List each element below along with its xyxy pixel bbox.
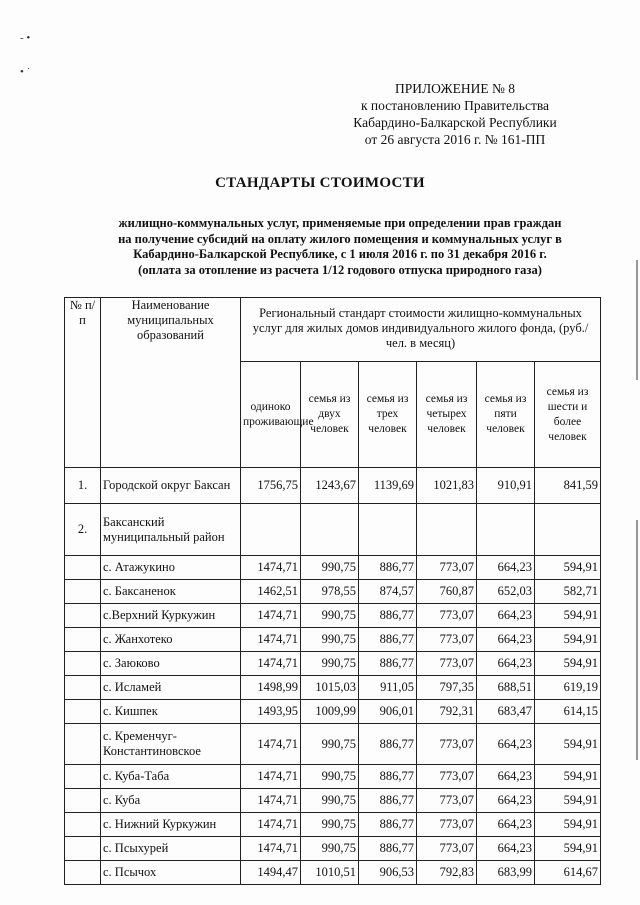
standard-value: 886,77: [359, 765, 417, 789]
table-row: [65, 765, 601, 789]
standard-value: 1493,95: [241, 700, 301, 724]
document-subtitle: [75, 216, 605, 278]
standard-value: 886,77: [359, 789, 417, 813]
standard-value: [359, 504, 417, 556]
column-header-group: Региональный стандарт стоимости жилищно-коммунальных услуг для жилых домов индивидуального жилого фонда, (руб./чел. в месяц): [241, 298, 601, 362]
row-number: [65, 813, 101, 837]
row-number: [65, 837, 101, 861]
standard-value: 664,23: [477, 628, 535, 652]
standard-value: 990,75: [301, 652, 359, 676]
standard-value: 990,75: [301, 724, 359, 765]
standard-value: 1474,71: [241, 789, 301, 813]
municipality-name: с. Куба: [101, 789, 241, 813]
standard-value: 792,31: [417, 700, 477, 724]
row-number: [65, 676, 101, 700]
standard-value: 664,23: [477, 604, 535, 628]
standard-value: 594,91: [535, 556, 601, 580]
standard-value: 664,23: [477, 765, 535, 789]
standard-value: 886,77: [359, 604, 417, 628]
standard-value: 664,23: [477, 789, 535, 813]
standard-value: 1010,51: [301, 861, 359, 885]
standard-value: 773,07: [417, 556, 477, 580]
table-row: [65, 504, 601, 556]
standard-value: 1756,75: [241, 468, 301, 504]
standard-value: [535, 504, 601, 556]
scan-speck-bottom: • ˙: [20, 66, 31, 78]
column-header-name: Наименование муниципальных образований: [101, 298, 241, 468]
standard-value: 792,83: [417, 861, 477, 885]
standard-value: 773,07: [417, 765, 477, 789]
table-row: [65, 652, 601, 676]
appendix-republic: Кабардино-Балкарской Республики: [353, 115, 557, 130]
standard-value: 619,19: [535, 676, 601, 700]
subtitle-line: на получение субсидий на оплату жилого помещения и коммунальных услуг в: [118, 231, 562, 246]
standard-value: 841,59: [535, 468, 601, 504]
standard-value: 1474,71: [241, 652, 301, 676]
standard-value: 1021,83: [417, 468, 477, 504]
standard-value: 990,75: [301, 789, 359, 813]
standard-value: 1009,99: [301, 700, 359, 724]
municipality-name: с. Куба-Таба: [101, 765, 241, 789]
subheader-single: одиноко проживающие: [241, 362, 301, 468]
appendix-date: от 26 августа 2016 г. № 161-ПП: [364, 132, 546, 147]
subtitle-line: (оплата за отопление из расчета 1/12 годового отпуска природного газа): [138, 262, 542, 277]
row-number: [65, 861, 101, 885]
standard-value: 594,91: [535, 724, 601, 765]
standard-value: 886,77: [359, 652, 417, 676]
subtitle-line: жилищно-коммунальных услуг, применяемые при определении прав граждан: [118, 216, 562, 230]
column-header-number: № п/п: [65, 298, 101, 468]
municipality-name: с. Заюково: [101, 652, 241, 676]
standard-value: 990,75: [301, 604, 359, 628]
standard-value: 614,15: [535, 700, 601, 724]
row-number: [65, 724, 101, 765]
table-row: [65, 604, 601, 628]
standard-value: 1474,71: [241, 604, 301, 628]
standard-value: 1474,71: [241, 813, 301, 837]
standard-value: 688,51: [477, 676, 535, 700]
standard-value: 683,99: [477, 861, 535, 885]
row-number: [65, 700, 101, 724]
row-number: 1.: [65, 468, 101, 504]
municipality-name: с. Нижний Куркужин: [101, 813, 241, 837]
standard-value: 906,01: [359, 700, 417, 724]
standard-value: 990,75: [301, 813, 359, 837]
standard-value: 683,47: [477, 700, 535, 724]
standard-value: 582,71: [535, 580, 601, 604]
row-number: [65, 580, 101, 604]
standard-value: 886,77: [359, 628, 417, 652]
municipality-name: с. Псыхурей: [101, 837, 241, 861]
scan-edge-mark: [636, 260, 638, 380]
standard-value: 1494,47: [241, 861, 301, 885]
standard-value: 614,67: [535, 861, 601, 885]
table-row: [65, 556, 601, 580]
standard-value: 594,91: [535, 813, 601, 837]
standard-value: 1462,51: [241, 580, 301, 604]
standard-value: 773,07: [417, 604, 477, 628]
standard-value: 990,75: [301, 837, 359, 861]
standard-value: [301, 504, 359, 556]
standard-value: 906,53: [359, 861, 417, 885]
standard-value: [477, 504, 535, 556]
scan-speck-top: - •: [20, 32, 31, 44]
standard-value: 886,77: [359, 837, 417, 861]
row-number: [65, 556, 101, 580]
standard-value: 1474,71: [241, 724, 301, 765]
standard-value: 1498,99: [241, 676, 301, 700]
standard-value: 1015,03: [301, 676, 359, 700]
standard-value: 760,87: [417, 580, 477, 604]
standard-value: 990,75: [301, 556, 359, 580]
row-number: [65, 604, 101, 628]
standard-value: 664,23: [477, 652, 535, 676]
standard-value: 773,07: [417, 789, 477, 813]
appendix-number: ПРИЛОЖЕНИЕ № 8: [394, 81, 516, 96]
subheader-family-five: семья из пяти человек: [477, 362, 535, 468]
appendix-resolution: к постановлению Правительства: [360, 98, 550, 113]
subtitle-line: Кабардино-Балкарской Республике, с 1 июля 2016 г. по 31 декабря 2016 г.: [133, 247, 547, 261]
standard-value: 886,77: [359, 556, 417, 580]
standard-value: 1243,67: [301, 468, 359, 504]
table-row: [65, 676, 601, 700]
row-number: [65, 628, 101, 652]
standard-value: 594,91: [535, 628, 601, 652]
table-row: [65, 580, 601, 604]
subheader-family-two: семья из двух человек: [301, 362, 359, 468]
standard-value: 797,35: [417, 676, 477, 700]
standard-value: 1474,71: [241, 837, 301, 861]
standard-value: 978,55: [301, 580, 359, 604]
row-number: 2.: [65, 504, 101, 556]
row-number: [65, 765, 101, 789]
standard-value: 773,07: [417, 628, 477, 652]
subheader-family-four: семья из четырех человек: [417, 362, 477, 468]
standard-value: 773,07: [417, 813, 477, 837]
table-row: [65, 628, 601, 652]
standard-value: 594,91: [535, 789, 601, 813]
standard-value: 594,91: [535, 604, 601, 628]
standard-value: 1474,71: [241, 556, 301, 580]
municipality-name: Баксанский муниципальный район: [101, 504, 241, 556]
scan-edge-mark-lower: [636, 520, 638, 760]
standard-value: 594,91: [535, 652, 601, 676]
table-row: [65, 700, 601, 724]
table-row: [65, 468, 601, 504]
row-number: [65, 789, 101, 813]
standard-value: 664,23: [477, 724, 535, 765]
subheader-family-six-plus: семья из шести и более человек: [535, 362, 601, 468]
municipality-name: с. Атажукино: [101, 556, 241, 580]
standard-value: 910,91: [477, 468, 535, 504]
standard-value: 773,07: [417, 652, 477, 676]
table-row: [65, 724, 601, 765]
municipality-name: с. Кишпек: [101, 700, 241, 724]
standard-value: 1474,71: [241, 628, 301, 652]
standards-table: [64, 297, 601, 885]
standard-value: 594,91: [535, 837, 601, 861]
subheader-family-three: семья из трех человек: [359, 362, 417, 468]
standard-value: 773,07: [417, 724, 477, 765]
standard-value: 594,91: [535, 765, 601, 789]
municipality-name: с. Псычох: [101, 861, 241, 885]
standard-value: [241, 504, 301, 556]
standard-value: 652,03: [477, 580, 535, 604]
standard-value: 664,23: [477, 813, 535, 837]
standard-value: 990,75: [301, 628, 359, 652]
standard-value: 664,23: [477, 837, 535, 861]
standard-value: 886,77: [359, 724, 417, 765]
municipality-name: с. Кременчуг-Константиновское: [101, 724, 241, 765]
standard-value: 911,05: [359, 676, 417, 700]
document-title: СТАНДАРТЫ СТОИМОСТИ: [215, 175, 425, 191]
row-number: [65, 652, 101, 676]
standard-value: 990,75: [301, 765, 359, 789]
table-row: [65, 837, 601, 861]
municipality-name: с. Исламей: [101, 676, 241, 700]
municipality-name: с.Верхний Куркужин: [101, 604, 241, 628]
standard-value: 1139,69: [359, 468, 417, 504]
standard-value: [417, 504, 477, 556]
municipality-name: с. Жанхотеко: [101, 628, 241, 652]
appendix-header: [330, 80, 580, 148]
table-row: [65, 861, 601, 885]
standard-value: 664,23: [477, 556, 535, 580]
standard-value: 1474,71: [241, 765, 301, 789]
municipality-name: с. Баксаненок: [101, 580, 241, 604]
standard-value: 886,77: [359, 813, 417, 837]
municipality-name: Городской округ Баксан: [101, 468, 241, 504]
standard-value: 773,07: [417, 837, 477, 861]
table-row: [65, 789, 601, 813]
table-row: [65, 813, 601, 837]
standard-value: 874,57: [359, 580, 417, 604]
